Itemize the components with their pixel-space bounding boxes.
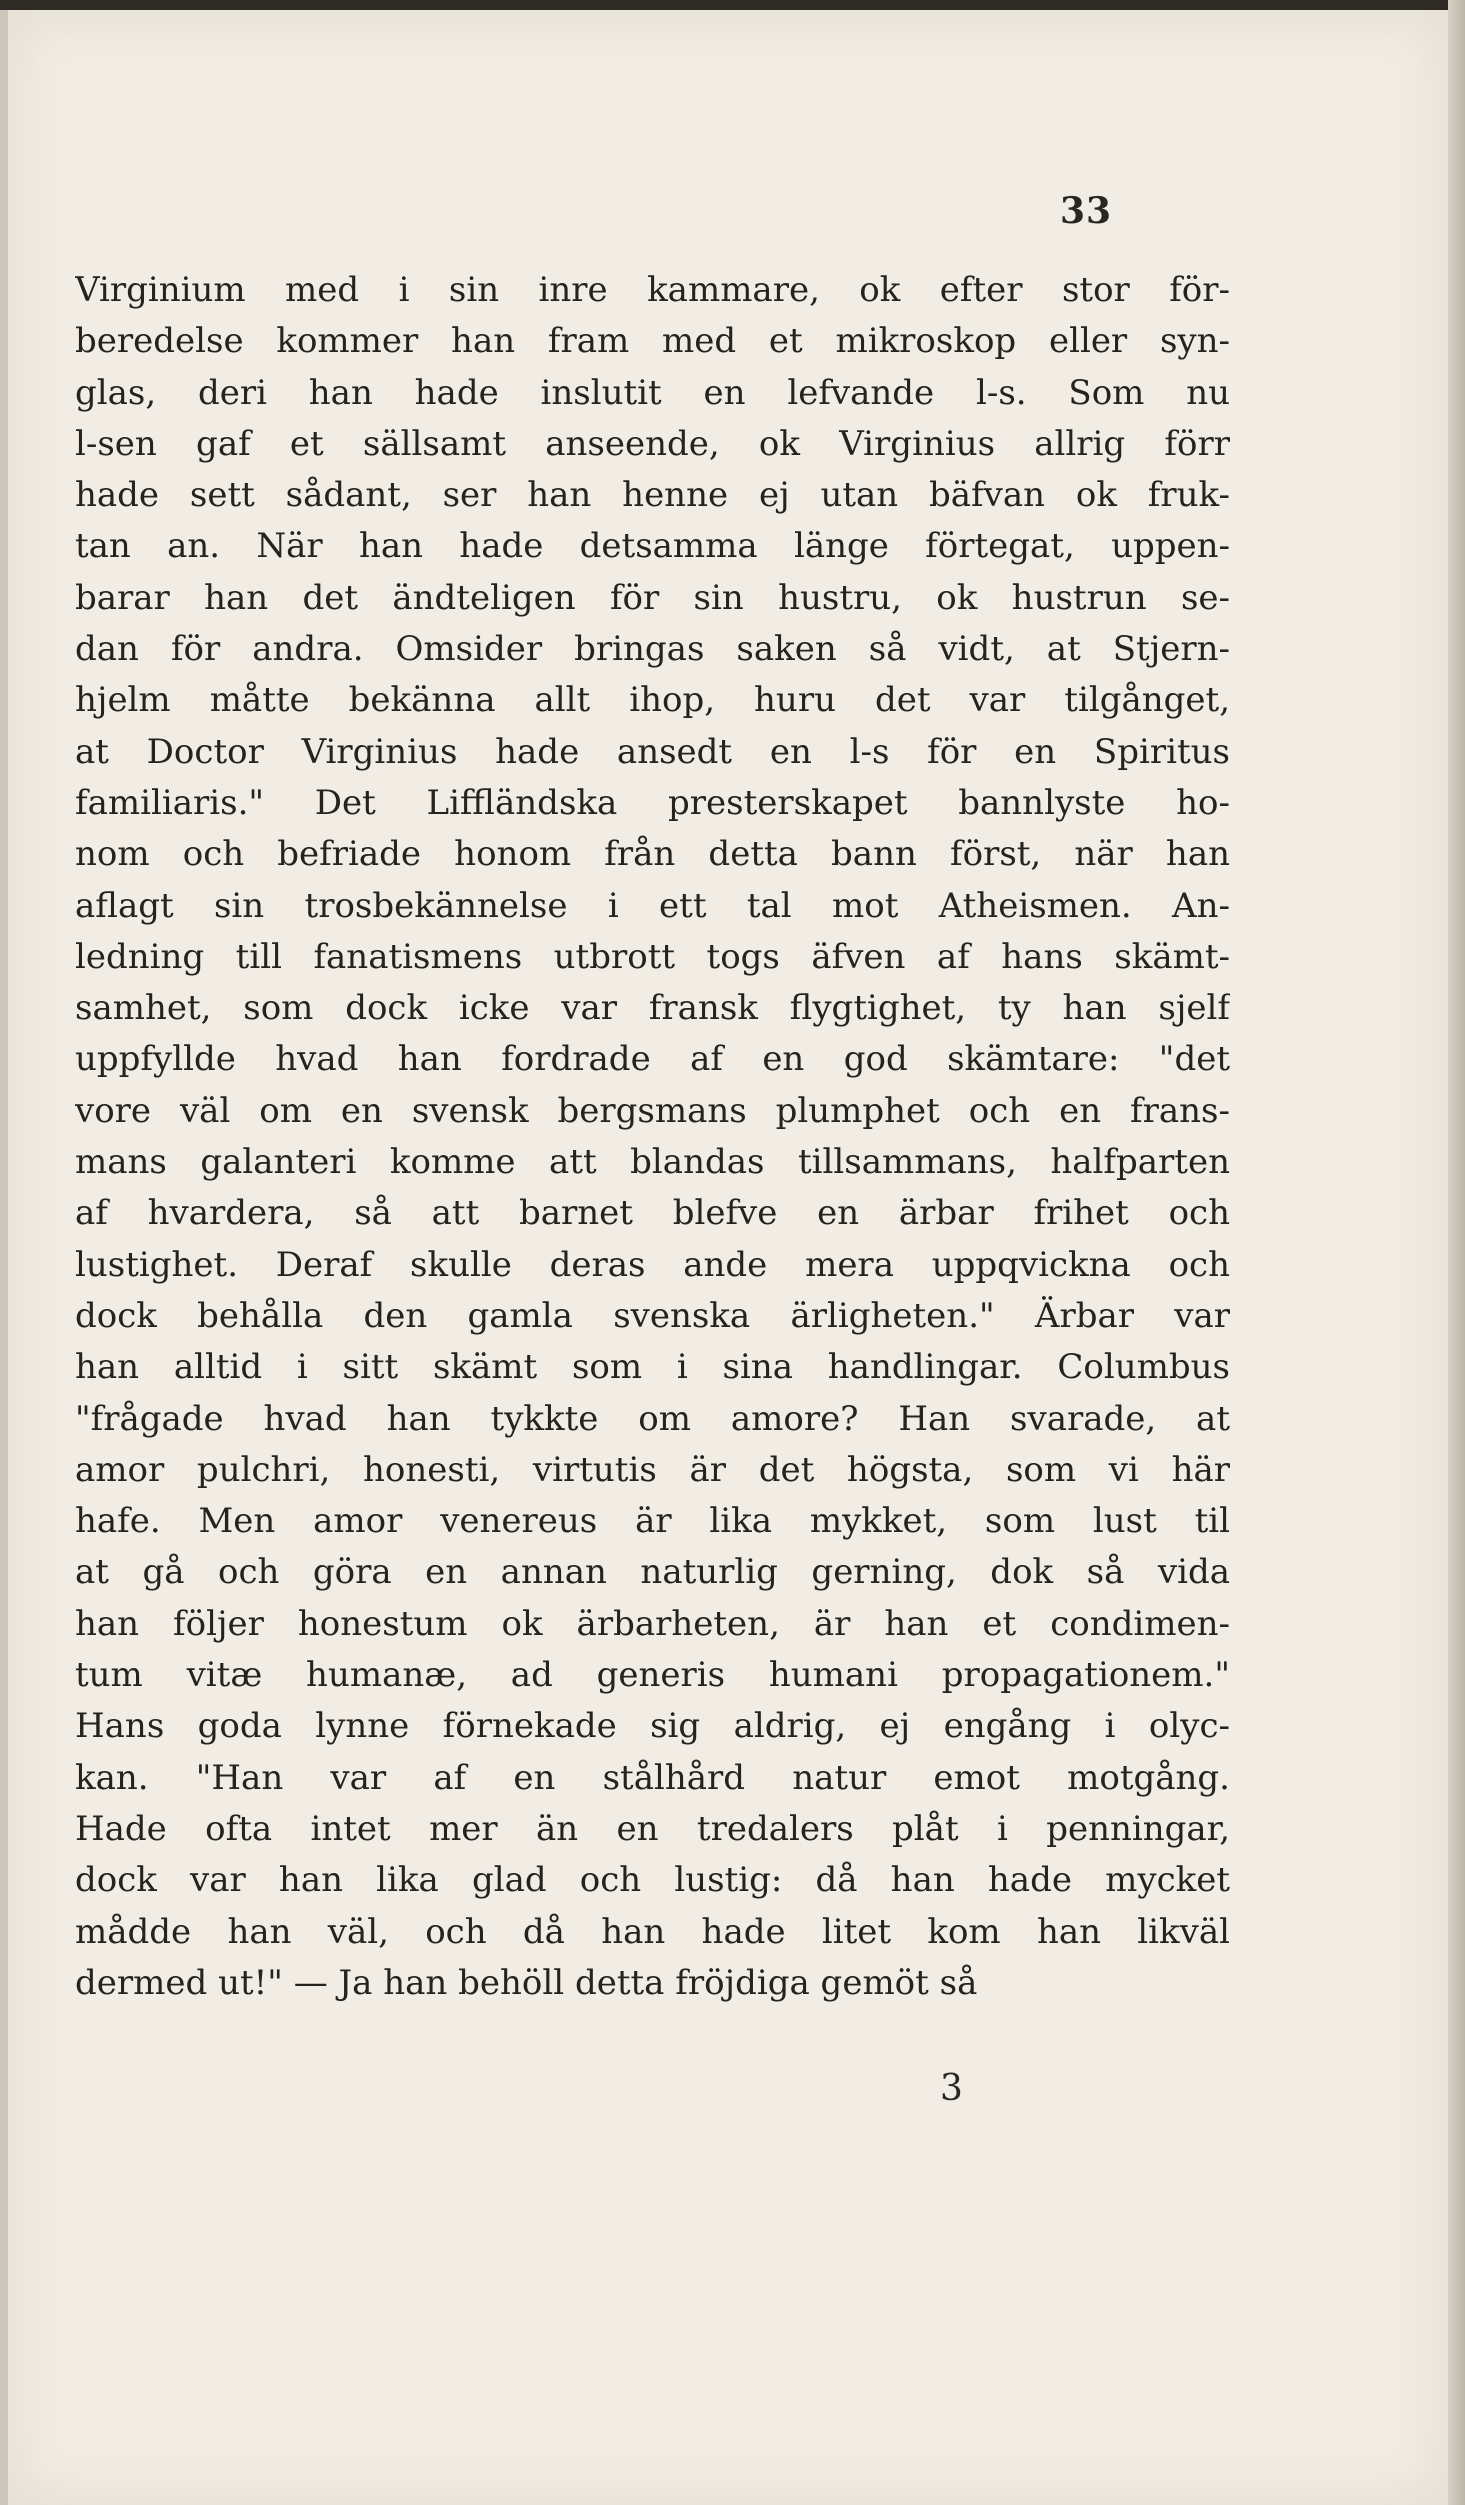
text-line: aflagt sin trosbekännelse i ett tal mot Atheismen. An- xyxy=(75,885,1230,926)
text-line: at Doctor Virginius hade ansedt en l-s för en Spiritus xyxy=(75,731,1230,772)
text-line: dock behålla den gamla svenska ärligheten." Ärbar var xyxy=(75,1295,1230,1336)
body-text xyxy=(75,265,1230,2009)
text-line: tan an. När han hade detsamma länge förtegat, uppen- xyxy=(75,526,1230,567)
page-number: 33 xyxy=(1060,190,1113,232)
text-line: vore väl om en svensk bergsmans plumphet och en frans- xyxy=(75,1090,1230,1131)
text-line: l-sen gaf et sällsamt anseende, ok Virginius allrig förr xyxy=(75,423,1230,464)
text-line: kan. "Han var af en stålhård natur emot motgång. xyxy=(75,1757,1230,1798)
text-line: uppfyllde hvad han fordrade af en god skämtare: "det xyxy=(75,1039,1230,1080)
text-line: amor pulchri, honesti, virtutis är det högsta, som vi här xyxy=(75,1449,1230,1490)
text-line: samhet, som dock icke var fransk flygtighet, ty han sjelf xyxy=(75,988,1230,1029)
text-line: han följer honestum ok ärbarheten, är han et condimen- xyxy=(75,1603,1230,1644)
text-line: dock var han lika glad och lustig: då han hade mycket xyxy=(75,1860,1230,1901)
scan-top-edge xyxy=(0,0,1465,10)
text-line: Hade ofta intet mer än en tredalers plåt i penningar, xyxy=(75,1808,1230,1849)
text-line: lustighet. Deraf skulle deras ande mera uppqvickna och xyxy=(75,1244,1230,1285)
signature-mark: 3 xyxy=(940,2068,963,2109)
text-line: "frågade hvad han tykkte om amore? Han svarade, at xyxy=(75,1398,1230,1439)
text-line: Virginium med i sin inre kammare, ok efter stor för- xyxy=(75,270,1230,310)
text-line: glas, deri han hade inslutit en lefvande l-s. Som nu xyxy=(75,372,1230,413)
text-line: af hvardera, så att barnet blefve en ärbar frihet och xyxy=(75,1193,1230,1234)
text-line: familiaris." Det Liffländska presterskapet bannlyste ho- xyxy=(75,782,1230,823)
text-line: mans galanteri komme att blandas tillsammans, halfparten xyxy=(75,1142,1230,1183)
text-line: at gå och göra en annan naturlig gerning, dok så vida xyxy=(75,1552,1230,1593)
text-line: tum vitæ humanæ, ad generis humani propagationem." xyxy=(75,1655,1230,1696)
text-line: Hans goda lynne förnekade sig aldrig, ej engång i olyc- xyxy=(75,1706,1230,1747)
text-line: barar han det ändteligen för sin hustru, ok hustrun se- xyxy=(75,577,1230,618)
text-line: hade sett sådant, ser han henne ej utan bäfvan ok fruk- xyxy=(75,475,1230,516)
text-line: mådde han väl, och då han hade litet kom han likväl xyxy=(75,1911,1230,1952)
text-line: beredelse kommer han fram med et mikroskop eller syn- xyxy=(75,321,1230,362)
text-line: nom och befriade honom från detta bann först, när han xyxy=(75,834,1230,875)
text-line: han alltid i sitt skämt som i sina handlingar. Columbus xyxy=(75,1347,1230,1388)
text-line: hafe. Men amor venereus är lika mykket, som lust til xyxy=(75,1501,1230,1542)
text-line: dermed ut!" — Ja han behöll detta fröjdiga gemöt så xyxy=(75,1962,978,2003)
text-line: hjelm måtte bekänna allt ihop, huru det var tilgånget, xyxy=(75,680,1230,721)
page-right-edge xyxy=(1448,0,1465,2505)
text-line: ledning till fanatismens utbrott togs äfven af hans skämt- xyxy=(75,936,1230,977)
text-line: dan för andra. Omsider bringas saken så vidt, at Stjern- xyxy=(75,629,1230,670)
